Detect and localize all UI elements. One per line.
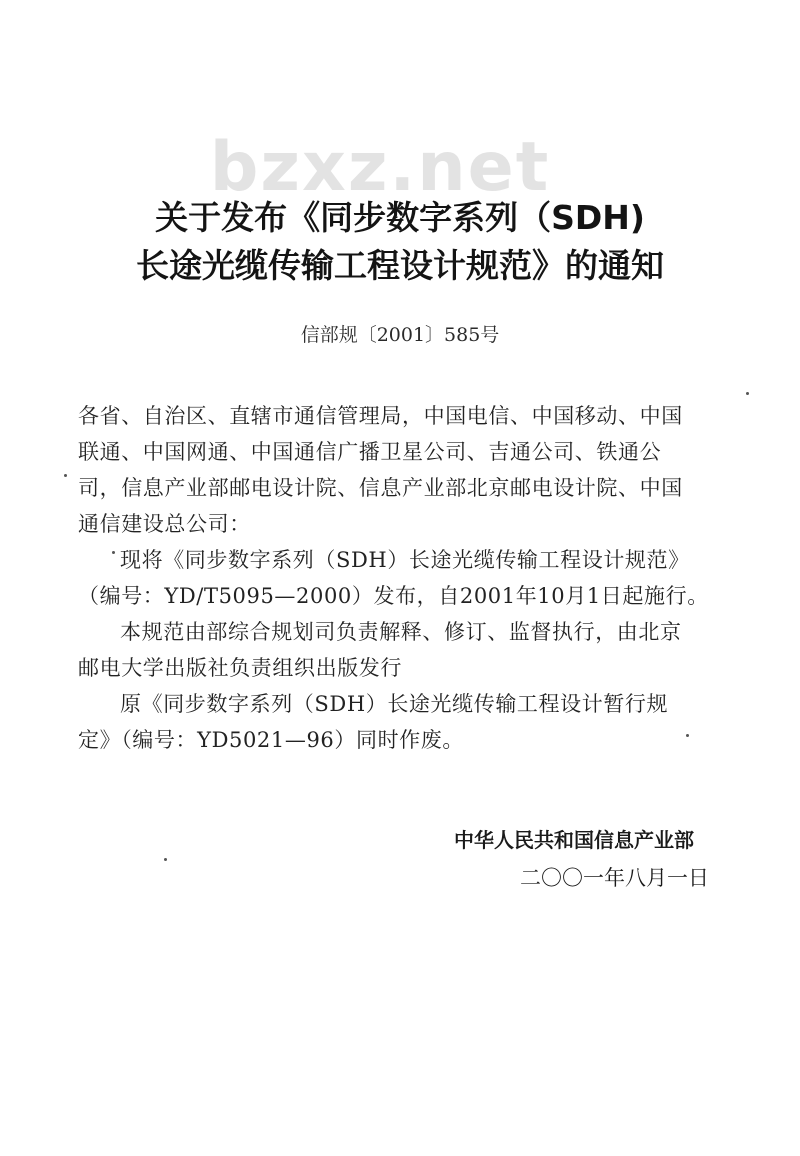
scan-speck [686,734,689,737]
body-line: 联通、中国网通、中国通信广播卫星公司、吉通公司、铁通公 [78,440,662,464]
document-number: 信部规〔2001〕585号 [300,324,500,346]
body-line: 本规范由部综合规划司负责解释、修订、监督执行，由北京 [120,620,682,644]
body-line: 原《同步数字系列（SDH）长途光缆传输工程设计暂行规 [120,692,669,716]
watermark: bzxz.net [209,128,551,207]
body-line: 现将《同步数字系列（SDH）长途光缆传输工程设计规范》 [120,548,690,572]
scan-speck [112,551,115,554]
body-line: 各省、自治区、直辖市通信管理局，中国电信、中国移动、中国 [78,404,683,428]
body-line: 司，信息产业部邮电设计院、信息产业部北京邮电设计院、中国 [78,476,683,500]
scan-speck [164,858,167,861]
body-line: 定》（编号：YD5021—96）同时作废。 [78,728,464,752]
title-line-2: 长途光缆传输工程设计规范》的通知 [136,246,664,285]
body-line: （编号：YD/T5095—2000）发布，自2001年10月1日起施行。 [78,584,709,608]
signing-organization: 中华人民共和国信息产业部 [454,828,694,852]
signing-date: 二〇〇一年八月一日 [520,866,709,890]
scan-speck [64,474,67,477]
title-line-1: 关于发布《同步数字系列（SDH) [155,198,645,237]
scan-speck [746,392,749,395]
body-line: 通信建设总公司： [78,512,251,536]
body-line: 邮电大学出版社负责组织出版发行 [78,656,402,680]
